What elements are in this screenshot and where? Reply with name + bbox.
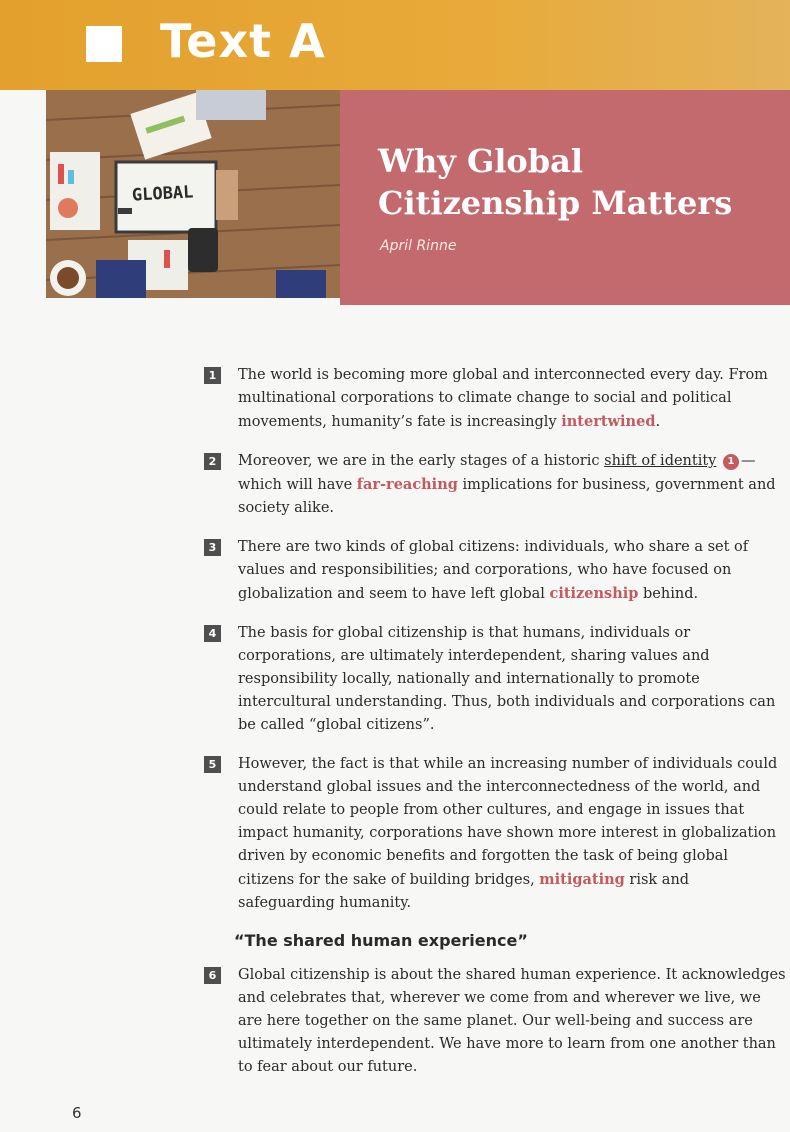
paragraph-3 xyxy=(204,536,786,606)
vocab-highlight: far-reaching xyxy=(356,476,458,493)
paragraph-text: Moreover, we are in the early stages of a historic xyxy=(238,453,605,469)
underlined-phrase: shift of identity xyxy=(604,453,717,469)
article-body xyxy=(204,364,786,1095)
vocab-highlight: intertwined xyxy=(561,413,656,430)
author-byline: April Rinne xyxy=(380,238,457,254)
section-banner xyxy=(0,0,790,90)
paragraph-number: 2 xyxy=(204,453,221,470)
hero-photo-label: GLOBAL xyxy=(131,182,194,206)
section-subheading: “The shared human experience” xyxy=(234,931,528,950)
paragraph-text: —which will have xyxy=(238,453,756,493)
vocab-highlight: mitigating xyxy=(539,871,625,888)
paragraph-number: 6 xyxy=(204,967,221,984)
page-number: 6 xyxy=(72,1104,82,1122)
article-title-line-1: Why Global xyxy=(378,142,584,180)
paragraph-text: risk and safeguarding humanity. xyxy=(238,872,690,911)
paragraph-text: . xyxy=(655,414,661,430)
paragraph-text: Global citizenship is about the shared human experience. It acknowledges and celebrates that, wherever we come from and wherever we live, we are here together on the same planet. Our well-being and success are ultimately interdependent. We have more to learn from one another than to fear about our future. xyxy=(238,967,786,1075)
paragraph-text: The world is becoming more global and interconnected every day. From multinational corporations to climate change to social and political movements, humanity’s fate is increasingly xyxy=(238,367,768,430)
article-title-line-2: Citizenship Matters xyxy=(378,184,733,222)
paragraph-text: There are two kinds of global citizens: individuals, who share a set of values and responsibilities; and corporations, who have focused on globalization and seem to have left global xyxy=(238,539,749,602)
hero-photo xyxy=(46,90,340,298)
paragraph-text: behind. xyxy=(638,586,699,602)
paragraph-1 xyxy=(204,364,786,434)
paragraph-text: However, the fact is that while an increasing number of individuals could understand global issues and the interconnectedness of the world, and could relate to people from other cultures, and engage in issues that impact humanity, corporations have shown more interest in globalization driven by economic benefits and forgotten the task of being global citizens for the sake of building bridges, xyxy=(238,756,778,888)
paragraph-4 xyxy=(204,622,786,737)
paragraph-text: The basis for global citizenship is that humans, individuals or corporations, are ultimately interdependent, sharing values and responsibility locally, nationally and internationally to promote intercultural understanding. Thus, both individuals and corporations can be called “global citizens”. xyxy=(238,625,776,733)
title-band xyxy=(340,90,790,305)
article-title xyxy=(378,140,778,224)
paragraph-6 xyxy=(204,964,786,1079)
paragraph-number: 3 xyxy=(204,539,221,556)
paragraph-number: 4 xyxy=(204,625,221,642)
paragraph-number: 5 xyxy=(204,756,221,773)
vocab-highlight: citizenship xyxy=(549,585,639,602)
footnote-marker[interactable]: 1 xyxy=(723,454,739,470)
paragraph-5 xyxy=(204,753,786,915)
paragraph-text: implications for business, government and society alike. xyxy=(238,477,776,516)
paragraph-number: 1 xyxy=(204,367,221,384)
section-square-icon xyxy=(86,26,122,62)
section-title: Text A xyxy=(160,14,326,68)
paragraph-2 xyxy=(204,450,786,520)
